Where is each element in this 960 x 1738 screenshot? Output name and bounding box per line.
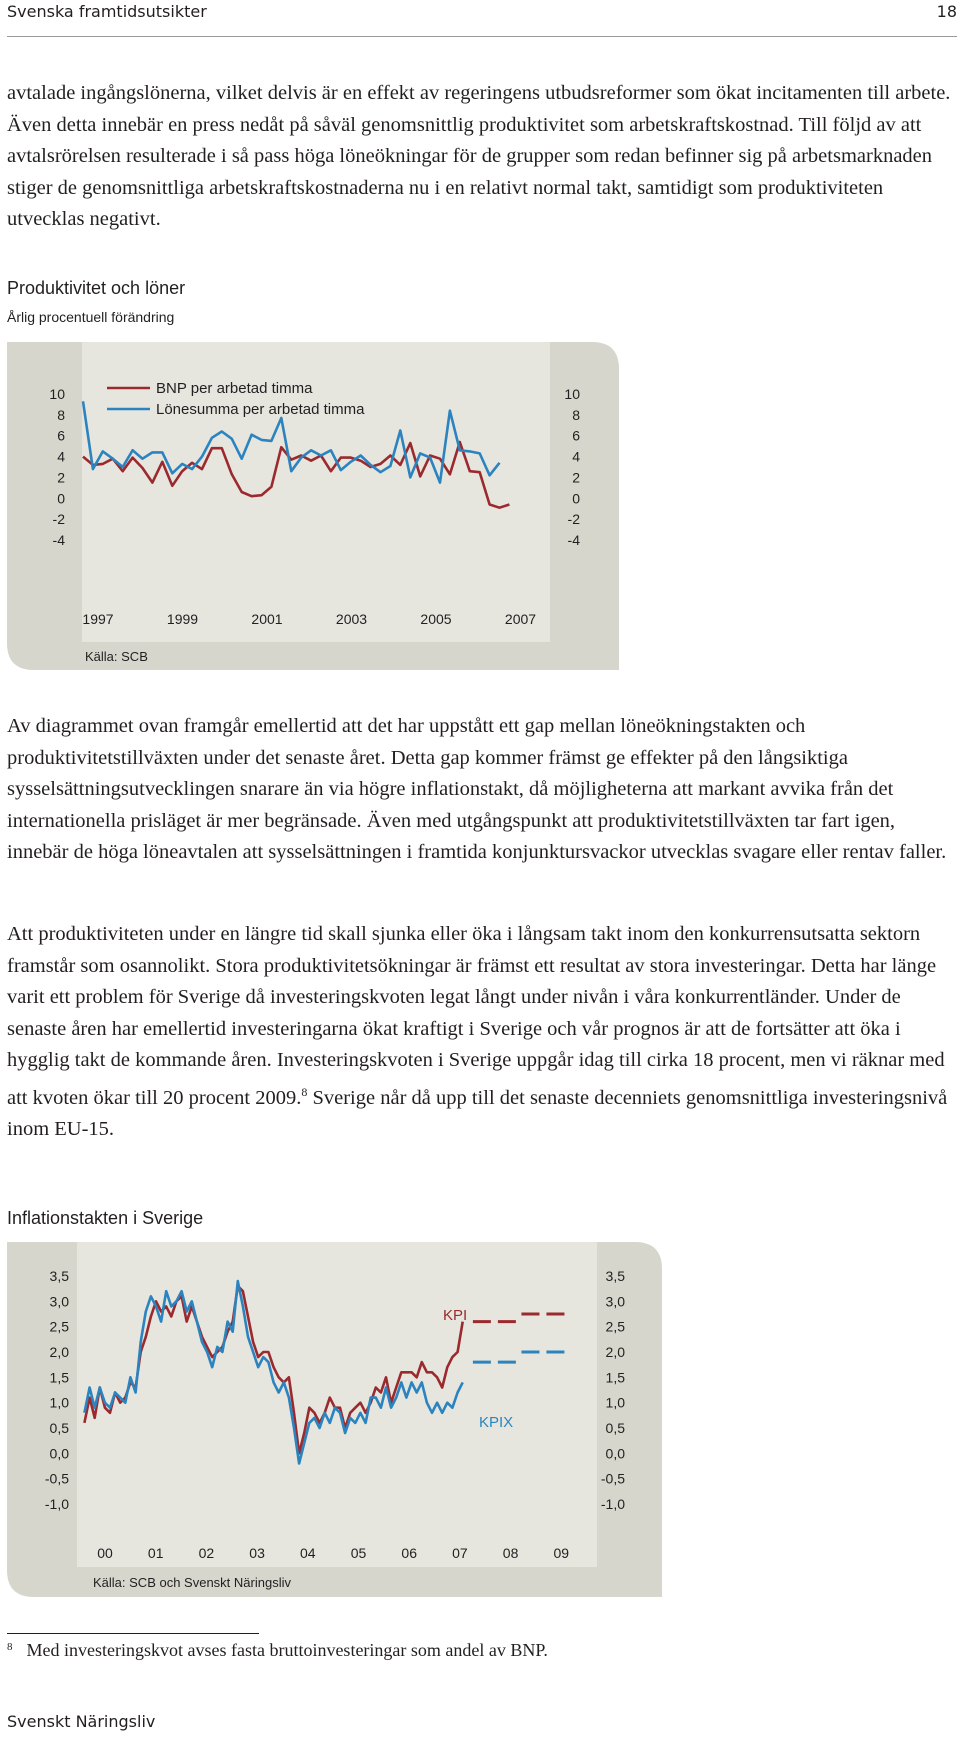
chart1-ytick-left: -2 xyxy=(52,511,65,528)
chart1-source: Källa: SCB xyxy=(85,649,148,664)
chart2-ytick-left: -0,5 xyxy=(44,1470,69,1487)
chart2-xtick: 04 xyxy=(300,1545,316,1561)
chart1-xtick: 2007 xyxy=(504,611,537,627)
chart2-ytick-left: 3,0 xyxy=(49,1293,69,1310)
chart1-ytick-left: 0 xyxy=(57,490,65,507)
chart1-ytick-right: 2 xyxy=(572,469,580,486)
paragraph-2: Av diagrammet ovan framgår emellertid att det har uppstått ett gap mellan löneökningstakten och produktivitetstillväxten under det senaste året. Detta gap kommer främst ge effekter på den långsiktiga sysselsättningsutvecklingen snarare än via högre inflationstakt, då möjligheterna att markant avvika från det internationella prisläget är mer begränsade. Även med utgångspunkt att produktivitetstillväxten tar fart igen, innebär de höga löneavtalen att sysselsättningen i framtida konjunktursvackor utvecklas svagare eller rentav faller. xyxy=(7,715,947,863)
chart2-title: Inflationstakten i Sverige xyxy=(7,1208,204,1228)
chart1-xtick: 2001 xyxy=(251,611,283,627)
chart2-ytick-left: 1,5 xyxy=(49,1369,69,1386)
chart1-ytick-left: 4 xyxy=(57,448,65,465)
chart2-xtick: 06 xyxy=(401,1545,417,1561)
footnote-8 xyxy=(7,1640,548,1661)
chart1-plot-area xyxy=(82,342,550,642)
chart2-ytick-left: 2,0 xyxy=(49,1344,69,1360)
chart2-ytick-right: 3,5 xyxy=(605,1268,625,1284)
legend-bnp-label: BNP per arbetad timma xyxy=(156,380,313,397)
chart2-source: Källa: SCB och Svenskt Näringsliv xyxy=(93,1575,291,1590)
productivity-wages-chart xyxy=(7,342,619,670)
chart2-ytick-right: -0,5 xyxy=(600,1470,625,1487)
paragraph-1: avtalade ingångslönerna, vilket delvis är en effekt av regeringens utbudsreformer som ökat incitamenten till arbete. Även detta innebär en press nedåt på såväl genomsnittlig produktivitet som arbetskraftskostnad. Till följd av att avtalsrörelsen resulterade i så pass höga löneökningar för de grupper som redan befinner sig på arbetsmarknaden stiger de genomsnittliga arbetskraftskostnaderna nu i en relativt normal takt, samtidigt som produktiviteten utvecklas negativt. xyxy=(7,82,951,230)
kpi-label: KPI xyxy=(443,1307,468,1324)
inflation-chart xyxy=(7,1242,662,1597)
chart1-ytick-right: 0 xyxy=(572,490,580,507)
footnote-number: 8 xyxy=(7,1641,13,1653)
chart2-ytick-left: 3,5 xyxy=(49,1268,69,1284)
chart2-xtick: 08 xyxy=(502,1545,519,1561)
chart1-ytick-left: 8 xyxy=(57,406,65,423)
chart1-xtick: 2005 xyxy=(420,611,452,627)
chart1-ytick-right: -2 xyxy=(567,511,580,528)
chart2-ytick-right: 0,5 xyxy=(605,1420,625,1436)
chart2-xtick: 03 xyxy=(249,1545,265,1561)
chart1-subtitle: Årlig procentuell förändring xyxy=(7,309,175,325)
paragraph-3 xyxy=(7,919,955,1145)
chart1-title: Produktivitet och löner xyxy=(7,278,186,298)
chart2-ytick-right: 1,0 xyxy=(605,1394,625,1411)
page-header xyxy=(7,0,957,37)
chart1-ytick-right: 6 xyxy=(572,427,580,444)
chart2-xtick: 01 xyxy=(147,1545,164,1561)
paragraph-3-text-a: Att produktiviteten under en längre tid skall sjunka eller öka i långsam takt inom den konkurrensutsatta sektorn framstår som osannolikt. Stora produktivitetsökningar är främst ett resultat av stora investeringar. Detta har länge varit ett problem för Sverige då investeringskvoten legat långt under nivån i våra konkurrentländer. Under de senaste åren har emellertid investeringarna ökat kraftigt i Sverige och vår prognos är att de fortsätter att öka i hygglig takt de kommande åren. Investeringskvoten i Sverige uppgår idag till cirka 18 procent, men vi räknar med att kvoten ökar till 20 procent 2009. xyxy=(7,923,945,1109)
running-title: Svenska framtidsutsikter xyxy=(7,2,207,21)
chart2-ytick-right: -1,0 xyxy=(600,1496,625,1512)
chart1-ytick-left: 10 xyxy=(49,386,65,402)
chart1-ytick-right: 8 xyxy=(572,406,580,423)
chart2-ytick-right: 2,5 xyxy=(605,1318,625,1335)
chart2-xtick: 05 xyxy=(350,1545,367,1561)
footnote-text: Med investeringskvot avses fasta bruttoinvesteringar som andel av BNP. xyxy=(26,1640,548,1660)
chart2-ytick-left: 0,0 xyxy=(49,1445,69,1462)
page-footer: Svenskt Näringsliv xyxy=(7,1712,156,1731)
legend-lonesumma-label: Lönesumma per arbetad timma xyxy=(156,401,365,418)
chart2-ytick-right: 3,0 xyxy=(605,1293,625,1310)
chart1-ytick-right: -4 xyxy=(567,532,580,548)
chart2-ytick-left: 1,0 xyxy=(49,1394,69,1411)
chart1-xtick: 2003 xyxy=(335,611,368,627)
chart2-ytick-left: 0,5 xyxy=(49,1420,69,1436)
chart2-plot-area xyxy=(77,1242,597,1567)
chart1-xtick: 1997 xyxy=(82,611,114,627)
chart2-xtick: 09 xyxy=(553,1545,570,1561)
chart2-ytick-left: 2,5 xyxy=(49,1318,69,1335)
chart2-ytick-right: 0,0 xyxy=(605,1445,625,1462)
chart2-ytick-left: -1,0 xyxy=(44,1496,69,1512)
chart1-ytick-left: 2 xyxy=(57,469,65,486)
chart2-xtick: 00 xyxy=(97,1545,113,1561)
chart1-ytick-left: -4 xyxy=(52,532,65,548)
chart1-xtick: 1999 xyxy=(166,611,199,627)
footnote-rule xyxy=(7,1633,259,1634)
chart1-ytick-right: 10 xyxy=(564,386,580,402)
chart2-xtick: 02 xyxy=(198,1545,215,1561)
chart1-ytick-right: 4 xyxy=(572,448,580,465)
chart2-ytick-right: 2,0 xyxy=(605,1344,625,1360)
paragraph-3-text-b: Sverige når då upp till det senaste decenniets genomsnittliga investeringsnivå inom EU-15. xyxy=(7,1086,948,1140)
chart1-ytick-left: 6 xyxy=(57,427,65,444)
chart2-xtick: 07 xyxy=(452,1545,468,1561)
page-number: 18 xyxy=(936,2,957,21)
kpix-label: KPIX xyxy=(479,1414,514,1431)
footnote-ref-8: 8 xyxy=(301,1084,308,1099)
chart2-ytick-right: 1,5 xyxy=(605,1369,625,1386)
